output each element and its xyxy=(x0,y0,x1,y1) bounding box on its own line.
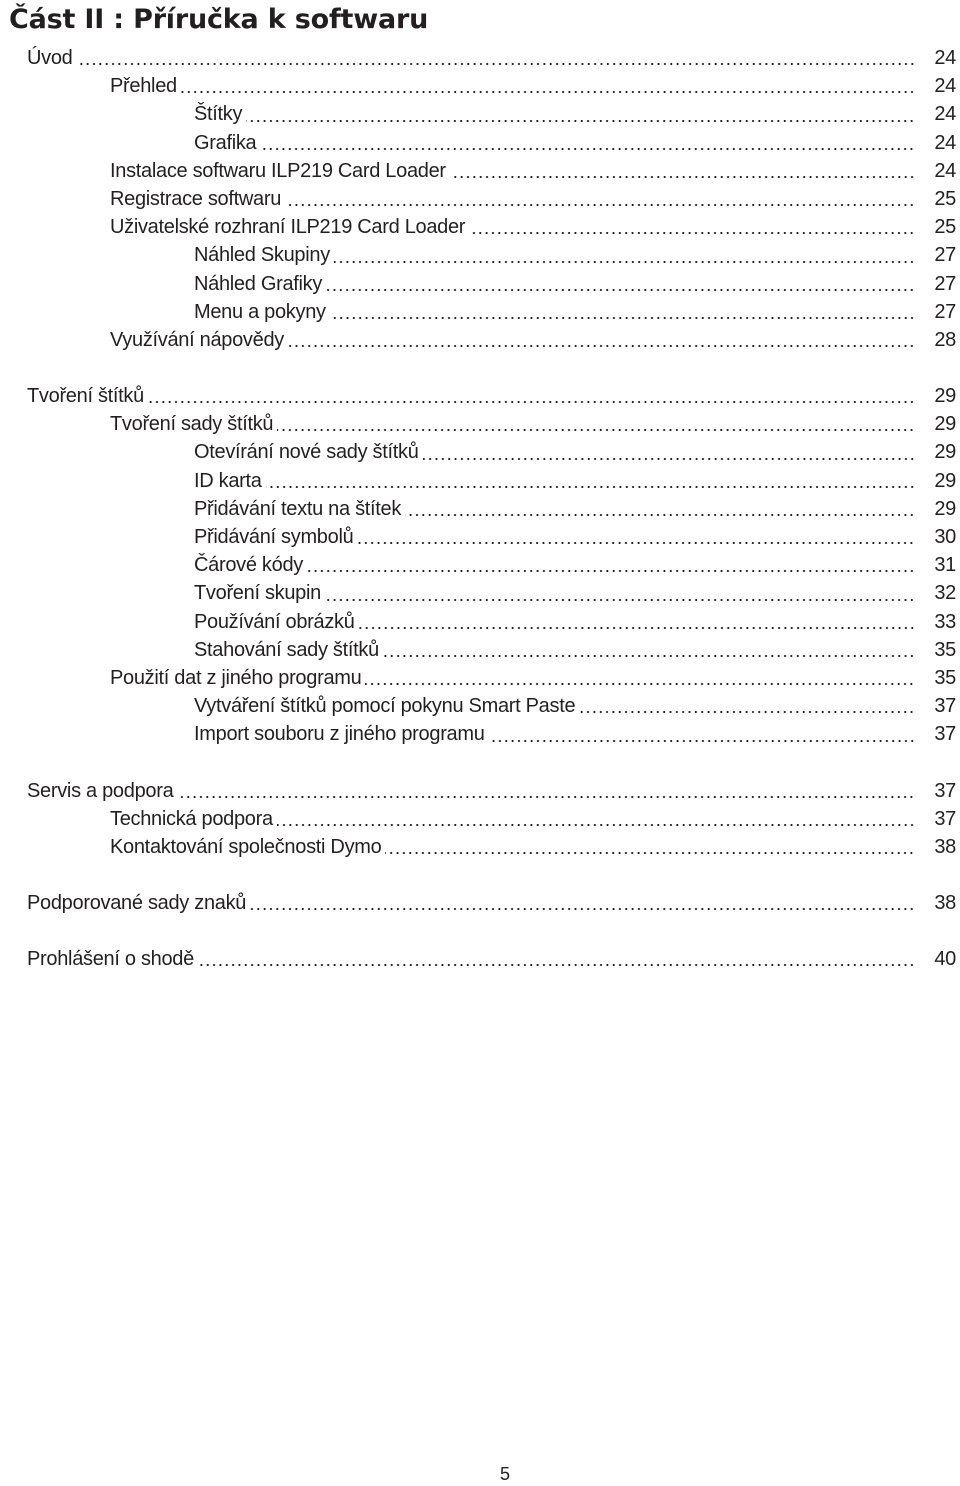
toc-entry[interactable] xyxy=(0,410,960,438)
dot-leader xyxy=(359,608,915,636)
toc-entry[interactable] xyxy=(0,833,960,861)
toc-entry-title: Náhled Grafiky xyxy=(194,272,323,295)
dot-leader xyxy=(198,945,915,973)
dot-leader xyxy=(383,636,915,664)
dot-leader xyxy=(260,129,915,157)
toc-entry-title: Uživatelské rozhraní ILP219 Card Loader xyxy=(110,216,466,239)
toc-entry-title: Štítky xyxy=(194,103,243,126)
toc-entry-title: Úvod xyxy=(27,47,73,69)
toc-entry-page: 29 xyxy=(934,497,956,520)
toc-entry[interactable] xyxy=(0,185,960,213)
toc-entry-page: 24 xyxy=(934,131,956,154)
toc-entry-title: Tvoření skupin xyxy=(194,582,321,605)
toc-entry-title: Kontaktování společnosti Dymo xyxy=(110,835,382,858)
toc-entry[interactable] xyxy=(0,636,960,664)
toc-entry-title: Tvoření sady štítků xyxy=(110,413,274,436)
toc-entry-title: Menu a pokyny xyxy=(194,300,326,323)
toc-entry-page: 24 xyxy=(934,75,956,98)
toc-entry-page: 29 xyxy=(934,441,956,464)
dot-leader xyxy=(330,298,915,326)
dot-leader xyxy=(277,410,915,438)
toc-entry[interactable] xyxy=(0,805,960,833)
toc-entry-page: 35 xyxy=(934,638,956,661)
toc-group-podporovane-sady-znaku xyxy=(0,889,960,917)
dot-leader xyxy=(385,833,915,861)
toc-entry-title: ID karta xyxy=(194,469,262,492)
toc-entry-page: 32 xyxy=(934,582,956,605)
toc-entry-page: 29 xyxy=(934,469,956,492)
dot-leader xyxy=(288,326,915,354)
toc-entry[interactable] xyxy=(0,579,960,607)
toc-entry-title: Servis a podpora xyxy=(27,779,174,802)
toc-entry-page: 28 xyxy=(934,328,956,351)
toc-entry[interactable] xyxy=(0,467,960,495)
toc-entry-page: 38 xyxy=(934,892,956,915)
dot-leader xyxy=(325,579,915,607)
toc-entry-title: Vytváření štítků pomocí pokynu Smart Paste xyxy=(194,695,576,718)
toc-entry[interactable] xyxy=(0,129,960,157)
toc-entry[interactable] xyxy=(0,720,960,748)
toc-entry-title: Import souboru z jiného programu xyxy=(194,723,485,746)
toc-entry-title: Čárové kódy xyxy=(194,554,303,577)
toc-entry-page: 37 xyxy=(934,779,956,802)
toc-entry-title: Přehled xyxy=(110,75,177,98)
toc-entry-title: Podporované sady znaků xyxy=(27,892,247,915)
toc-entry[interactable] xyxy=(0,241,960,269)
toc-entry-page: 29 xyxy=(934,385,956,408)
table-of-contents xyxy=(0,44,960,1001)
toc-entry-title: Technická podpora xyxy=(110,807,273,830)
dot-leader xyxy=(181,72,915,100)
dot-leader xyxy=(285,185,915,213)
toc-entry[interactable] xyxy=(0,889,960,917)
toc-entry-page: 24 xyxy=(934,103,956,126)
dot-leader xyxy=(177,777,915,805)
toc-group-prohlaseni-o-shode xyxy=(0,945,960,973)
dot-leader xyxy=(334,241,915,269)
dot-leader xyxy=(405,495,915,523)
toc-entry[interactable] xyxy=(0,382,960,410)
toc-entry-title: Přidávání textu na štítek xyxy=(194,497,402,520)
dot-leader xyxy=(246,100,915,128)
toc-entry[interactable] xyxy=(0,438,960,466)
toc-entry-page: 40 xyxy=(934,948,956,971)
dot-leader xyxy=(277,805,915,833)
dot-leader xyxy=(450,157,915,185)
toc-entry[interactable] xyxy=(0,157,960,185)
toc-entry-page: 25 xyxy=(934,187,956,210)
toc-entry-page: 31 xyxy=(934,554,956,577)
toc-entry-page: 25 xyxy=(934,216,956,239)
toc-entry-page: 29 xyxy=(934,413,956,436)
page-number: 5 xyxy=(499,1464,510,1484)
toc-entry[interactable] xyxy=(0,777,960,805)
toc-entry[interactable] xyxy=(0,100,960,128)
toc-entry-page: 35 xyxy=(934,666,956,689)
toc-entry-title: Instalace softwaru ILP219 Card Loader xyxy=(110,159,446,182)
dot-leader xyxy=(148,382,915,410)
toc-entry-title: Použití dat z jiného programu xyxy=(110,666,362,689)
toc-group-uvod xyxy=(0,44,960,354)
toc-entry[interactable] xyxy=(0,495,960,523)
toc-group-servis-a-podpora xyxy=(0,777,960,862)
toc-entry[interactable] xyxy=(0,692,960,720)
toc-entry-title: Prohlášení o shodě xyxy=(27,948,194,971)
toc-entry-page: 27 xyxy=(934,300,956,323)
toc-entry-title: Využívání nápovědy xyxy=(110,328,284,351)
toc-entry-page: 27 xyxy=(934,244,956,267)
toc-entry-title: Náhled Skupiny xyxy=(194,244,330,267)
toc-group-tvoreni-stitku xyxy=(0,382,960,748)
toc-entry-title: Tvoření štítků xyxy=(27,385,144,408)
toc-entry-title: Registrace softwaru xyxy=(110,187,282,210)
dot-leader xyxy=(423,438,915,466)
toc-entry-title: Otevírání nové sady štítků xyxy=(194,441,419,464)
dot-leader xyxy=(326,270,915,298)
dot-leader xyxy=(357,523,915,551)
toc-entry-page: 37 xyxy=(934,723,956,746)
toc-entry[interactable] xyxy=(0,270,960,298)
dot-leader xyxy=(489,720,915,748)
toc-entry-page: 24 xyxy=(934,159,956,182)
toc-entry[interactable] xyxy=(0,213,960,241)
toc-entry-title: Přidávání symbolů xyxy=(194,526,354,548)
dot-leader xyxy=(365,664,915,692)
toc-entry-page: 24 xyxy=(934,47,956,69)
toc-entry-title: Používání obrázků xyxy=(194,610,355,633)
toc-entry-title: Stahování sady štítků xyxy=(194,638,379,661)
section-title: Část II : Příručka k softwaru xyxy=(9,4,429,35)
toc-entry[interactable] xyxy=(0,551,960,579)
toc-entry-page: 37 xyxy=(934,695,956,718)
dot-leader xyxy=(250,889,915,917)
toc-entry-title: Grafika xyxy=(194,131,257,154)
toc-entry-page: 27 xyxy=(934,272,956,295)
toc-entry-page: 38 xyxy=(934,835,956,858)
toc-entry-page: 37 xyxy=(934,807,956,830)
toc-entry[interactable] xyxy=(0,664,960,692)
toc-entry[interactable] xyxy=(0,298,960,326)
dot-leader xyxy=(469,213,915,241)
toc-entry[interactable] xyxy=(0,608,960,636)
dot-leader xyxy=(266,467,915,495)
dot-leader xyxy=(307,551,915,579)
dot-leader xyxy=(77,44,916,72)
toc-entry[interactable] xyxy=(0,326,960,354)
toc-entry-page: 30 xyxy=(934,526,956,548)
toc-entry[interactable] xyxy=(0,945,960,973)
toc-entry[interactable] xyxy=(0,44,960,72)
toc-entry[interactable] xyxy=(0,72,960,100)
toc-entry[interactable] xyxy=(0,523,960,551)
dot-leader xyxy=(579,692,915,720)
toc-entry-page: 33 xyxy=(934,610,956,633)
